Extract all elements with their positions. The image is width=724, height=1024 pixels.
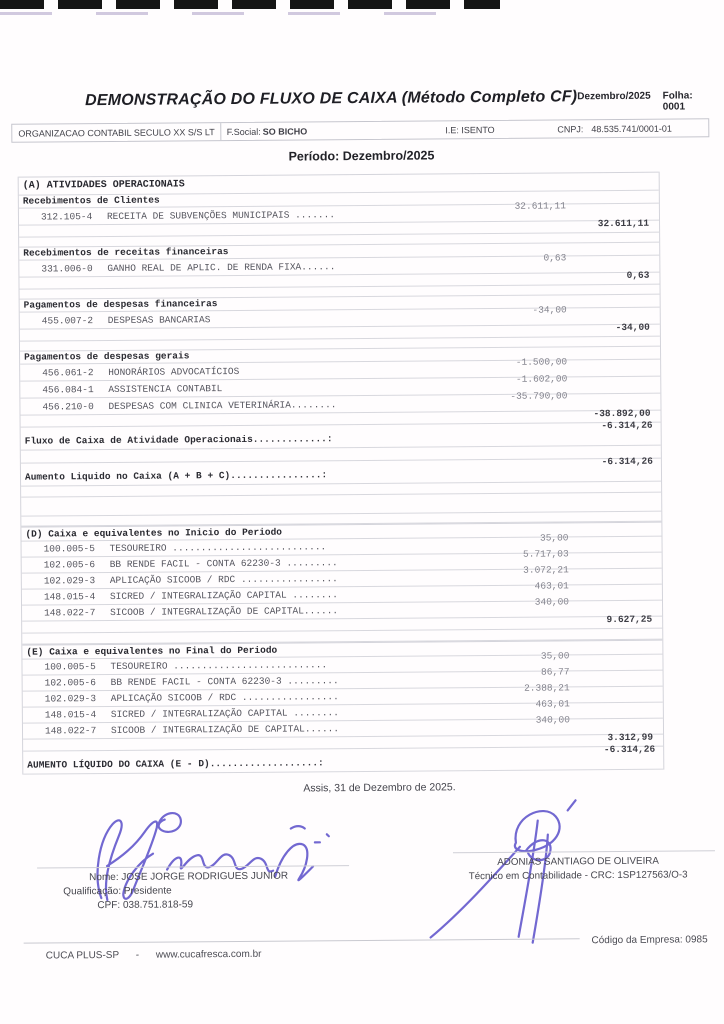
cnpj: [557, 123, 672, 134]
account-code: 455.007-2: [41, 315, 94, 327]
account-value: 2.388,21: [524, 682, 570, 694]
account-code: 100.005-5: [43, 543, 95, 555]
account-code: 312.105-4: [40, 211, 93, 223]
page-title: DEMONSTRAÇÃO DO FLUXO DE CAIXA (Método Completo CF): [84, 88, 578, 110]
total-label: Aumento Liquido no Caixa (A + B + C)................:: [24, 469, 328, 483]
group-subtotal-value: 32.611,11: [597, 217, 650, 230]
company-code: Código da Empresa: 0985: [591, 934, 708, 947]
account-value: 86,77: [540, 666, 570, 678]
account-code: 456.084-1: [42, 384, 94, 396]
fsocial-value: SO BICHO: [262, 125, 308, 137]
total-value: -6.314,26: [603, 743, 656, 756]
total-value: -6.314,26: [601, 455, 653, 468]
cnpj-value: 48.535.741/0001-01: [591, 123, 672, 134]
account-code: 102.005-6: [43, 559, 96, 571]
account-code: 148.015-4: [43, 591, 96, 603]
account-description: DESPESAS COM CLINICA VETERINÁRIA........: [108, 399, 337, 412]
section-d-header: (D) Caixa e equivalentes no Inicio do Periodo: [21, 522, 661, 542]
software-brand: CUCA PLUS-SP: [45, 949, 119, 962]
section-a-header: (A) ATIVIDADES OPERACIONAIS: [19, 172, 659, 196]
account-code: 100.005-5: [44, 661, 96, 673]
group-subtotal-value: 0,63: [626, 269, 650, 281]
signature-area: [5, 793, 724, 939]
accountant-identification: [435, 854, 721, 884]
president-role: Qualificação: Presidente: [63, 885, 172, 898]
account-description: RECEITA DE SUBVENÇÕES MUNICIPAIS .......: [106, 209, 336, 222]
header-reference: [577, 90, 707, 113]
section-subtotal-value: 9.627,25: [606, 613, 653, 626]
account-code: 331.006-0: [41, 263, 93, 275]
account-value: 340,00: [534, 596, 570, 608]
group-subtotal-value: -38.892,00: [593, 407, 651, 420]
footer-rule: [24, 938, 580, 943]
account-code: 456.210-0: [42, 401, 94, 413]
fsocial-label: F.Social:: [226, 126, 261, 137]
account-code: 456.061-2: [42, 367, 94, 379]
accountant-name: ADONIAS SANTIAGO DE OLIVEIRA: [497, 855, 659, 868]
company-name: ORGANIZACAO CONTABIL SECULO XX S/S LT: [12, 123, 222, 142]
account-description: DESPESAS BANCARIAS: [107, 314, 211, 326]
account-description: TESOUREIRO ...........................: [110, 659, 328, 672]
total-value: -6.314,26: [601, 419, 653, 432]
account-value: 35,00: [540, 650, 570, 662]
president-cpf: CPF: 038.751.818-59: [97, 899, 194, 912]
software-url: www.cucafresca.com.br: [155, 948, 262, 961]
period-line: Período: Dezembro/2025: [288, 148, 435, 164]
account-description: BB RENDE FACIL - CONTA 62230-3 .........: [109, 557, 338, 570]
date-line: Assis, 31 de Dezembro de 2025.: [303, 781, 456, 795]
account-description: APLICAÇÃO SICOOB / RDC .................: [110, 691, 339, 704]
account-description: SICRED / INTEGRALIZAÇÃO CAPITAL ........: [109, 589, 339, 602]
account-description: BB RENDE FACIL - CONTA 62230-3 .........: [110, 675, 339, 688]
account-code: 148.015-4: [44, 709, 97, 721]
account-description: ASSISTENCIA CONTABIL: [108, 383, 223, 395]
account-description: SICRED / INTEGRALIZAÇÃO CAPITAL ........: [110, 707, 339, 720]
software-credit: [46, 945, 724, 961]
account-description: SICOOB / INTEGRALIZAÇÃO DE CAPITAL......: [110, 723, 340, 736]
section-e-header: (E) Caixa e equivalentes no Final do Periodo: [22, 640, 662, 660]
account-value: 35,00: [539, 532, 569, 544]
page-footer: [6, 934, 724, 989]
fantasy-name: [222, 126, 308, 137]
account-code: 148.022-7: [44, 607, 96, 619]
group-header: Recebimentos de Clientes: [19, 191, 659, 209]
account-description: TESOUREIRO ...........................: [109, 541, 327, 554]
document-header: [0, 87, 723, 120]
group-subtotal-value: -34,00: [615, 321, 650, 333]
section-subtotal-value: 3.312,99: [607, 731, 654, 744]
accountant-signature-line: [453, 850, 715, 853]
account-value: -1.602,00: [515, 373, 568, 385]
account-code: 102.029-3: [44, 693, 97, 705]
account-code: 148.022-7: [44, 725, 97, 737]
account-value: -1.500,00: [515, 356, 568, 368]
group-header: Recebimentos de receitas financeiras: [19, 243, 659, 261]
account-value: 32.611,11: [514, 200, 566, 212]
account-value: 340,00: [535, 714, 570, 726]
account-code: 102.029-3: [43, 575, 96, 587]
account-value: 463,01: [535, 698, 570, 710]
accountant-role-crc: Técnico em Contabilidade - CRC: 1SP127563/O-3: [468, 869, 688, 883]
account-description: SICOOB / INTEGRALIZAÇÃO DE CAPITAL......: [110, 605, 339, 618]
account-value: -35.790,00: [510, 390, 568, 402]
cnpj-label: CNPJ:: [557, 123, 584, 134]
total-label: AUMENTO LÍQUIDO DO CAIXA (E - D)...................:: [27, 757, 324, 771]
header-month: Dezembro/2025: [577, 90, 651, 103]
header-sheet-number: Folha: 0001: [662, 90, 693, 113]
group-header: Pagamentos de despesas financeiras: [20, 295, 660, 313]
account-description: GANHO REAL DE APLIC. DE RENDA FIXA......: [107, 261, 336, 274]
president-signature-line: [37, 865, 349, 868]
account-description: HONORÁRIOS ADVOCATÍCIOS: [108, 365, 240, 378]
account-description: APLICAÇÃO SICOOB / RDC .................: [109, 573, 338, 586]
account-code: 102.005-6: [44, 677, 96, 689]
president-identification: [55, 870, 288, 914]
final-net-total-row: [23, 743, 663, 775]
account-value: 0,63: [543, 252, 567, 264]
company-info-bar: [11, 118, 709, 142]
cash-flow-statement: [18, 172, 665, 775]
account-value: 5.717,03: [522, 548, 569, 560]
president-name: Nome: JOSE JORGE RODRIGUES JUNIOR: [89, 870, 289, 884]
account-value: 463,01: [534, 580, 569, 592]
footer-dash: -: [135, 949, 140, 961]
account-value: 3.072,21: [523, 564, 569, 576]
total-label: Fluxo de Caixa de Atividade Operacionais.............:: [24, 433, 333, 447]
account-value: -34,00: [532, 304, 567, 316]
state-registration: I.E: ISENTO: [445, 124, 495, 135]
group-header: Pagamentos de despesas gerais: [20, 347, 660, 365]
